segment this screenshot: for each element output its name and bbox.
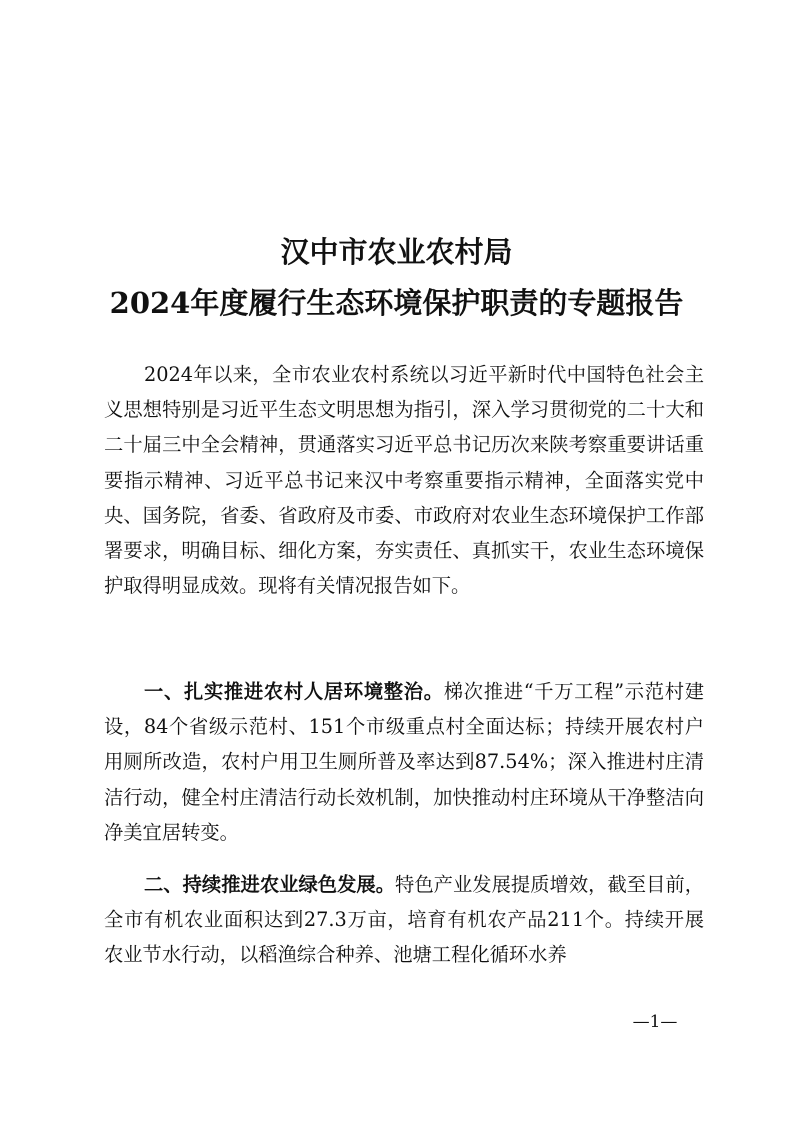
page-number: —1— [632, 1012, 678, 1032]
section-2-paragraph [104, 867, 704, 973]
section-1-body: 梯次推进“千万工程”示范村建设，84个省级示范村、151个市级重点村全面达标；持续开展农村户用厕所改造，农村户用卫生厕所普及率达到87.54%；深入推进村庄清洁行动，健全村庄清洁行动长效机制，加快推动村庄环境从干净整洁向净美宜居转变。 [104, 680, 704, 844]
document-title-line-1: 汉中市农业农村局 [280, 235, 513, 269]
document-title-line-2: 2024年度履行生态环境保护职责的专题报告 [109, 286, 684, 320]
section-1-heading: 一、扎实推进农村人居环境整治。 [144, 680, 444, 703]
section-2-body: 特色产业发展提质增效，截至目前，全市有机农业面积达到27.3万亩，培育有机农产品211个。持续开展农业节水行动，以稻渔综合种养、池塘工程化循环水养 [104, 873, 704, 967]
intro-paragraph: 2024年以来，全市农业农村系统以习近平新时代中国特色社会主义思想特别是习近平生态文明思想为指引，深入学习贯彻党的二十大和二十届三中全会精神，贯通落实习近平总书记历次来陕考察重要讲话重要指示精神、习近平总书记来汉中考察重要指示精神，全面落实党中央、国务院，省委、省政府及市委、市政府对农业生态环境保护工作部署要求，明确目标、细化方案，夯实责任、真抓实干，农业生态环境保护取得明显成效。现将有关情况报告如下。 [104, 363, 704, 598]
section-2-heading: 二、持续推进农业绿色发展。 [144, 873, 396, 896]
section-1-paragraph [104, 674, 704, 850]
